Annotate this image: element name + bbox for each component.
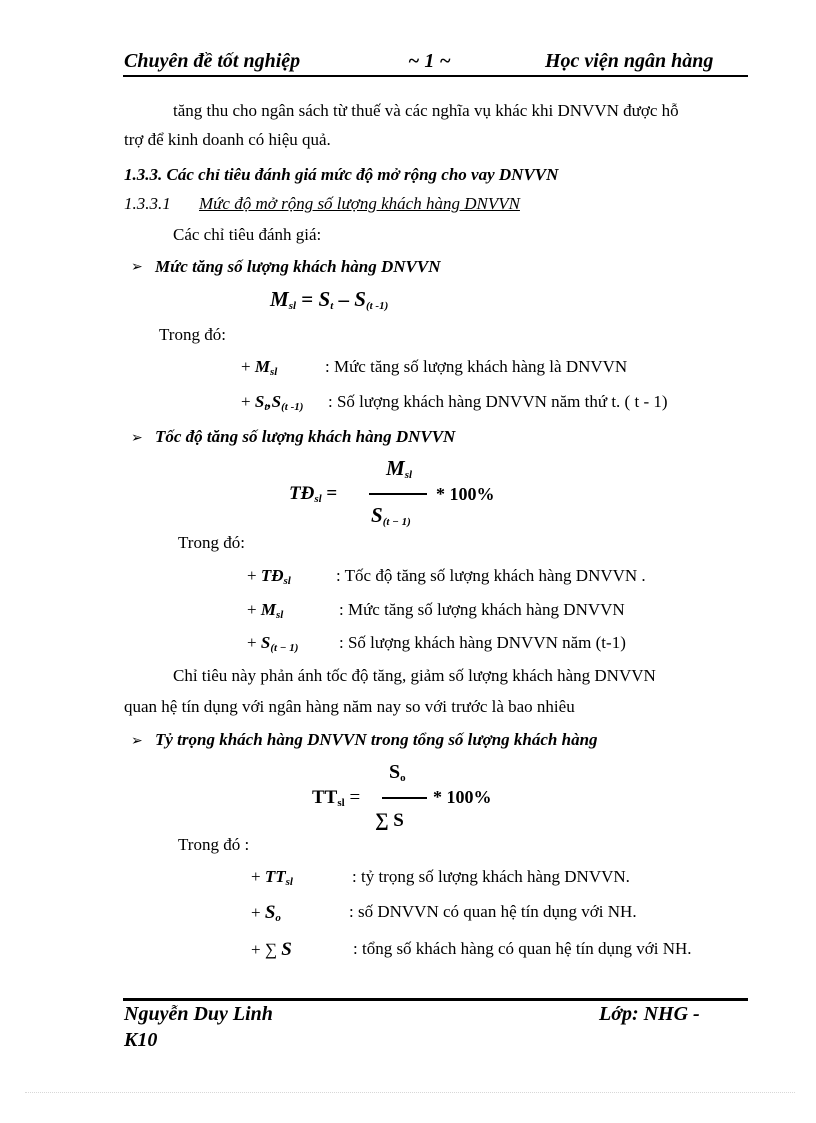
header-right: Học viện ngân hàng [545,50,714,72]
item2-def3-text: : Số lượng khách hàng DNVVN năm (t-1) [339,633,626,652]
header-left: Chuyên đề tốt nghiệp [124,50,301,72]
item3-def2-symbol: + $S_o$ [251,902,281,924]
subsection-number: 1.3.3.1 [124,194,171,213]
header-rule [123,75,748,77]
page-edge-dotted-line [25,1092,795,1093]
item3-def2-text: : số DNVVN có quan hệ tín dụng với NH. [349,902,637,921]
item2-def2-text: : Mức tăng số lượng khách hàng DNVVN [339,600,625,619]
para1-line2: trợ để kinh doanh có hiệu quả. [124,130,331,149]
item1-def1-text: : Mức tăng số lượng khách hàng là DNVVN [325,357,628,376]
item2-note-line2: quan hệ tín dụng với ngân hàng năm nay so với trước là bao nhiêu [124,697,575,716]
item2-def2-symbol: + $M_{sl}$ [247,600,284,621]
arrow-bullet-icon: ➢ [131,431,143,446]
arrow-bullet-icon: ➢ [131,260,143,275]
item3-title: Tỷ trọng khách hàng DNVVN trong tổng số lượng khách hàng [155,730,598,749]
item3-def3-text: : tổng số khách hàng có quan hệ tín dụng với NH. [353,939,692,958]
item2-where: Trong đó: [178,533,245,552]
item3-def1-symbol: + $TT_{sl}$ [251,867,293,888]
criteria-intro: Các chỉ tiêu đánh giá: [173,225,322,244]
item3-def1-text: : tỷ trọng số lượng khách hàng DNVVN. [352,867,630,886]
item1-def2-symbol: + $S_t,S_{(t -1)}$ [241,392,304,413]
para1-line1: tăng thu cho ngân sách từ thuế và các nghĩa vụ khác khi DNVVN được hỗ [173,101,679,120]
item3-def3-symbol: + ∑ S [251,939,292,960]
item2-def3-symbol: + $S_{(t - 1)}$ [247,633,299,654]
item2-title: Tốc độ tăng số lượng khách hàng DNVVN [155,427,456,446]
formula1: $M_{sl} = S_t - S_{(t -1)}$ [270,287,389,312]
footer-author: Nguyễn Duy Linh [124,1003,273,1025]
item1-title: Mức tăng số lượng khách hàng DNVVN [155,257,441,276]
footer-class-cont: K10 [124,1029,158,1051]
arrow-bullet-icon: ➢ [131,734,143,749]
item3-where: Trong đó : [178,835,250,854]
item1-def2-text: : Số lượng khách hàng DNVVN năm thứ t. ( t - 1) [328,392,668,411]
item2-note-line1: Chỉ tiêu này phản ánh tốc độ tăng, giảm số lượng khách hàng DNVVN [173,666,656,685]
subsection-title: Mức độ mở rộng số lượng khách hàng DNVVN [199,194,520,213]
footer-rule [123,998,748,1001]
footer-class: Lớp: NHG - [599,1003,700,1025]
item1-def1-symbol: + $M_{sl}$ [241,357,278,378]
header-center: ~ 1 ~ [408,50,451,72]
item1-where: Trong đó: [159,325,226,344]
item2-def1-symbol: + $TĐ_{sl}$ [247,566,291,587]
item2-def1-text: : Tốc độ tăng số lượng khách hàng DNVVN . [336,566,646,585]
section-heading: 1.3.3. Các chỉ tiêu đánh giá mức độ mở rộng cho vay DNVVN [124,165,559,184]
